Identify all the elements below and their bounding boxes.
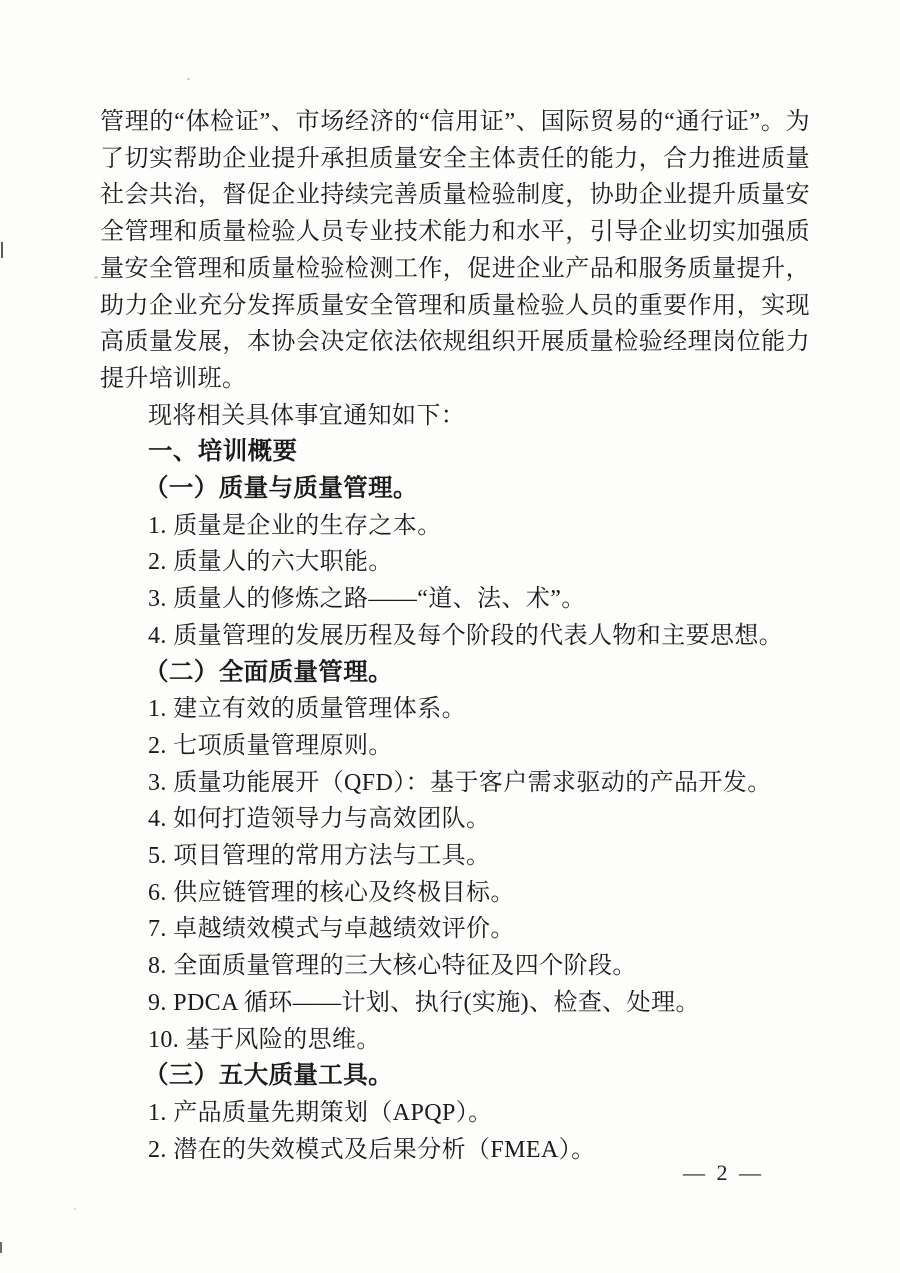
list-item: 3. 质量功能展开（QFD）：基于客户需求驱动的产品开发。 [148,769,772,796]
notice-line: 现将相关具体事宜通知如下： [148,402,466,429]
list-item: 2. 质量人的六大职能。 [148,549,393,576]
subsection-heading-3: （三）五大质量工具。 [144,1062,393,1090]
list-item: 8. 全面质量管理的三大核心特征及四个阶段。 [148,953,637,980]
document-body [100,104,810,1168]
scan-artifact-speck [187,78,190,80]
list-item: 1. 产品质量先期策划（APQP）。 [148,1099,493,1126]
list-item: 1. 建立有效的质量管理体系。 [148,696,466,723]
scan-artifact-edge-mark [1,242,3,258]
opening-paragraph: 管理的“体检证”、市场经济的“信用证”、国际贸易的“通行证”。为了切实帮助企业提升承担质量安全主体责任的能力，合力推进质量社会共治，督促企业持续完善质量检验制度，协助企业提升质量安全管理和质量检验人员专业技术能力和水平，引导企业切实加强质量安全管理和质量检验检测工作，促进企业产品和服务质量提升，助力企业充分发挥质量安全管理和质量检验人员的重要作用，实现高质量发展，本协会决定依法依规组织开展质量检验经理岗位能力提升培训班。 [100,109,810,392]
scan-artifact-speck [74,1208,76,1210]
list-item: 3. 质量人的修炼之路——“道、法、术”。 [148,586,586,613]
list-item: 5. 项目管理的常用方法与工具。 [148,843,491,870]
subsection-heading-2: （二）全面质量管理。 [144,658,393,686]
page-number: — 2 — [683,1160,764,1185]
scan-artifact-edge-mark [0,1242,2,1253]
scan-artifact-speck [94,276,98,279]
list-item: 6. 供应链管理的核心及终极目标。 [148,879,515,906]
subsection-heading-1: （一）质量与质量管理。 [144,475,418,503]
list-item: 2. 七项质量管理原则。 [148,732,393,759]
list-item: 2. 潜在的失效模式及后果分析（FMEA）。 [148,1136,596,1163]
list-item: 9. PDCA 循环——计划、执行(实施)、检查、处理。 [148,989,700,1016]
list-item: 4. 质量管理的发展历程及每个阶段的代表人物和主要思想。 [148,622,784,649]
list-item: 1. 质量是企业的生存之本。 [148,512,442,539]
list-item: 4. 如何打造领导力与高效团队。 [148,806,491,833]
list-item: 10. 基于风险的思维。 [148,1026,381,1053]
section-heading-training-overview: 一、培训概要 [148,438,298,466]
list-item: 7. 卓越绩效模式与卓越绩效评价。 [148,916,515,943]
